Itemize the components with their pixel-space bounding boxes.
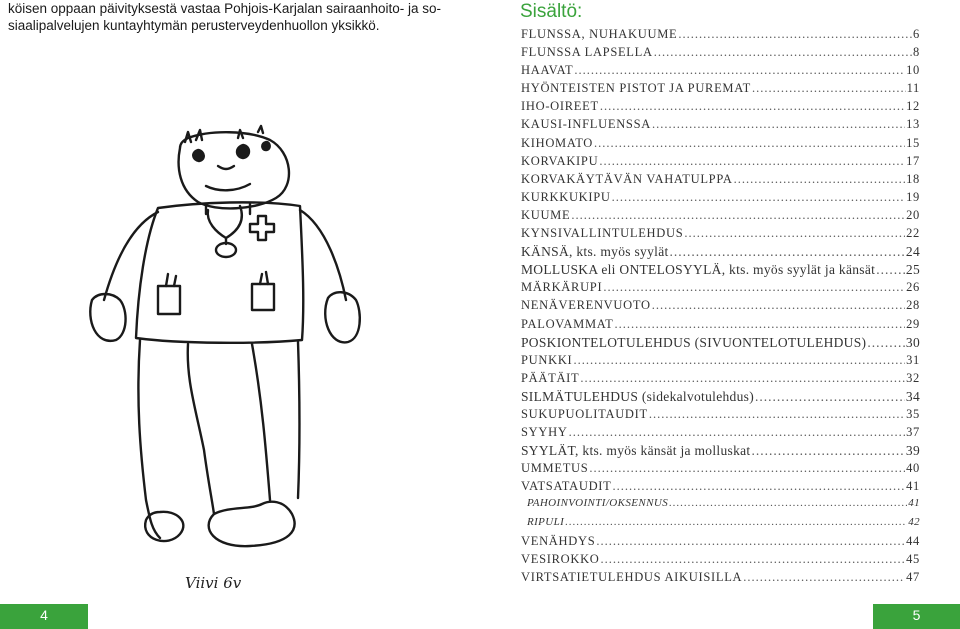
toc-entry-page: 44 (906, 533, 920, 548)
toc-entry-title: PUNKKI (521, 352, 573, 367)
toc-dot-leader (580, 371, 905, 386)
toc-entry-title: KIHOMATO (521, 135, 594, 150)
toc-entry-page: 12 (906, 99, 920, 114)
toc-dot-leader (743, 570, 905, 585)
toc-entry-title: KÄNSÄ, kts. myös syylät (521, 244, 669, 260)
toc-dot-leader (652, 298, 905, 313)
toc-entry-page: 39 (905, 443, 920, 459)
toc-entry-title: PALOVAMMAT (521, 316, 614, 331)
toc-entry-title: FLUNSSA LAPSELLA (521, 45, 653, 60)
signature-viivi: Viivi 6v (185, 574, 242, 592)
toc-entry-title: PAHOINVOINTI/OKSENNUS (527, 497, 669, 510)
toc-entry-title: KORVAKÄYTÄVÄN VAHATULPPA (521, 171, 733, 186)
toc-entry (521, 516, 920, 534)
toc-dot-leader (670, 244, 905, 260)
toc-entry-title: VIRTSATIETULEHDUS AIKUISILLA (521, 569, 743, 584)
toc-entry-page: 37 (906, 425, 920, 440)
toc-entry (521, 425, 920, 443)
toc-entry-title: KUUME (521, 207, 571, 222)
toc-entry-title: SYYHY (521, 425, 568, 440)
toc-dot-leader (684, 226, 905, 241)
toc-entry (521, 172, 920, 190)
toc-dot-leader (752, 81, 906, 96)
toc-entry (521, 81, 920, 99)
page-number-right: 5 (873, 604, 960, 629)
toc-entry (521, 570, 920, 588)
toc-dot-leader (599, 154, 905, 169)
toc-dot-leader (649, 407, 905, 422)
toc-dot-leader (612, 190, 905, 205)
toc-entry (521, 244, 920, 262)
toc-entry (521, 27, 920, 45)
toc-dot-leader (589, 461, 905, 476)
toc-entry-page: 8 (913, 45, 920, 60)
toc-entry-page: 28 (906, 298, 920, 313)
toc-entry-title: MOLLUSKA eli ONTELOSYYLÄ, kts. myös syylät ja känsät (521, 262, 876, 278)
toc-entry-title: HYÖNTEISTEN PISTOT JA PUREMAT (521, 81, 751, 96)
toc-entry-title: NENÄVERENVUOTO (521, 298, 651, 313)
child-drawing-doctor (70, 120, 370, 560)
toc-entry-page: 13 (906, 117, 920, 132)
toc-entry-page: 26 (906, 280, 920, 295)
toc-dot-leader (751, 443, 904, 459)
toc-entry (521, 190, 920, 208)
toc-dot-leader (573, 353, 905, 368)
toc-dot-leader (603, 280, 905, 295)
toc-entry (521, 353, 920, 371)
toc-entry-page: 24 (905, 244, 920, 260)
toc-entry-page: 45 (906, 551, 920, 566)
toc-entry (521, 262, 920, 280)
toc-entry-page: 35 (906, 406, 920, 421)
toc-entry-page: 19 (906, 189, 920, 204)
toc-entry-title: VENÄHDYS (521, 533, 596, 548)
toc-entry-page: 18 (906, 171, 920, 186)
toc-entry (521, 99, 920, 117)
toc-entry-title: SUKUPUOLITAUDIT (521, 406, 648, 421)
toc-entry (521, 280, 920, 298)
toc-dot-leader (669, 497, 907, 509)
toc-entry-page: 11 (906, 81, 920, 96)
toc-dot-leader (614, 317, 905, 332)
toc-entry-title: UMMETUS (521, 461, 589, 476)
toc-entry (521, 298, 920, 316)
toc-entry (521, 208, 920, 226)
toc-entry-title: SILMÄTULEHDUS (sidekalvotulehdus) (521, 388, 754, 404)
toc-dot-leader (571, 208, 905, 223)
toc-dot-leader (734, 172, 906, 187)
toc-entry (521, 443, 920, 461)
toc-entry-title: KAUSI-INFLUENSSA (521, 117, 651, 132)
table-of-contents (521, 27, 920, 588)
toc-entry-page: 34 (905, 388, 920, 404)
intro-text (8, 0, 448, 34)
intro-line-1: köisen oppaan päivityksestä vastaa Pohjois-Karjalan sairaanhoito- ja so- (8, 1, 441, 16)
toc-entry-page: 6 (913, 27, 920, 41)
toc-dot-leader (594, 136, 905, 151)
toc-dot-leader (569, 425, 906, 440)
toc-dot-leader (600, 99, 905, 114)
toc-entry (521, 63, 920, 81)
toc-entry (521, 552, 920, 570)
toc-dot-leader (876, 262, 905, 278)
toc-dot-leader (574, 63, 905, 78)
toc-entry-title: MÄRKÄRUPI (521, 280, 603, 295)
toc-dot-leader (601, 552, 906, 567)
toc-entry-page: 29 (906, 316, 920, 331)
toc-entry-page: 25 (905, 262, 920, 278)
toc-entry (521, 534, 920, 552)
toc-entry (521, 371, 920, 389)
intro-line-2: siaalipalvelujen kuntayhtymän perusterveydenhuollon yksikkö. (8, 18, 380, 33)
toc-entry (521, 407, 920, 425)
toc-entry-title: KORVAKIPU (521, 153, 599, 168)
toc-entry-title: FLUNSSA, NUHAKUUME (521, 27, 678, 41)
page-number-left: 4 (0, 604, 88, 629)
toc-entry-page: 20 (906, 207, 920, 222)
toc-entry-title: VATSATAUDIT (521, 479, 612, 494)
toc-entry-page: 15 (906, 135, 920, 150)
toc-entry (521, 154, 920, 172)
toc-entry-page: 32 (906, 370, 920, 385)
toc-entry-title: SYYLÄT, kts. myös känsät ja molluskat (521, 443, 751, 459)
toc-dot-leader (613, 479, 906, 494)
toc-dot-leader (654, 45, 912, 60)
toc-entry-page: 30 (905, 334, 920, 350)
toc-entry-title: HAAVAT (521, 63, 574, 78)
toc-entry (521, 389, 920, 407)
toc-entry-page: 41 (908, 497, 920, 510)
toc-entry (521, 497, 920, 515)
toc-dot-leader (755, 389, 905, 405)
toc-entry-page: 17 (906, 153, 920, 168)
toc-entry (521, 117, 920, 135)
toc-entry-page: 47 (906, 569, 920, 584)
toc-entry (521, 461, 920, 479)
toc-entry-page: 31 (906, 352, 920, 367)
toc-entry-page: 10 (906, 63, 920, 78)
toc-dot-leader (565, 516, 907, 528)
toc-entry (521, 226, 920, 244)
toc-entry-title: RIPULI (527, 515, 565, 528)
toc-entry-page: 42 (908, 515, 920, 528)
toc-entry-title: KYNSIVALLINTULEHDUS (521, 226, 684, 241)
toc-title: Sisältö: (520, 1, 583, 22)
toc-entry-page: 22 (906, 226, 920, 241)
toc-entry-page: 40 (906, 461, 920, 476)
toc-entry-title: VESIROKKO (521, 551, 600, 566)
toc-entry (521, 317, 920, 335)
toc-entry-title: PÄÄTÄIT (521, 370, 580, 385)
toc-entry-title: IHO-OIREET (521, 99, 599, 114)
toc-entry-page: 41 (906, 479, 920, 494)
toc-entry-title: POSKIONTELOTULEHDUS (SIVUONTELOTULEHDUS) (521, 334, 867, 350)
toc-entry (521, 335, 920, 353)
toc-entry (521, 479, 920, 497)
toc-entry (521, 136, 920, 154)
toc-dot-leader (652, 117, 905, 132)
toc-entry-title: KURKKUKIPU (521, 189, 611, 204)
toc-entry (521, 45, 920, 63)
toc-dot-leader (596, 534, 905, 549)
toc-dot-leader (867, 335, 905, 351)
toc-dot-leader (678, 27, 912, 42)
